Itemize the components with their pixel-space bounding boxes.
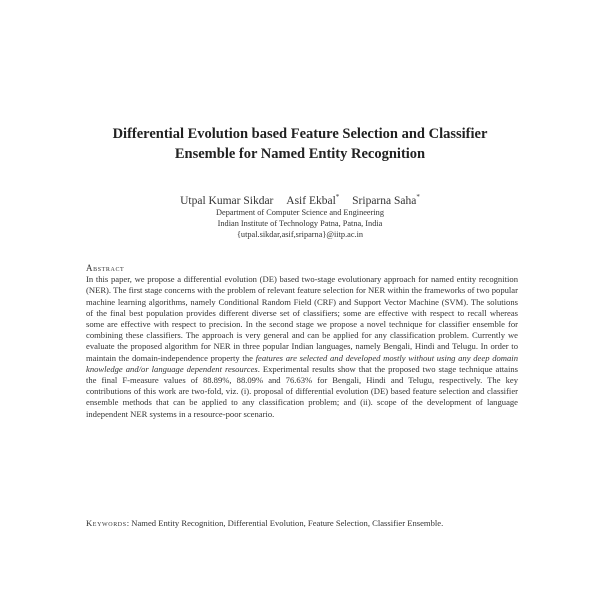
author-name: Asif Ekbal <box>286 194 336 207</box>
author-list <box>60 190 540 208</box>
paper-title-line: Differential Evolution based Feature Selection and Classifier <box>112 126 488 142</box>
abstract-text: In this paper, we propose a differential evolution (DE) based two-stage evolutionary approach for named entity recognition (NER). The first stage concerns with the problem of relevant feature selection for NER within the frameworks of two popular machine learning algorithms, namely Conditional Random Field (CRF) and Support Vector Machine (SVM). The solutions of the final best population provides different diverse set of classifiers; some are effective with respect to recall whereas some are effective with respect to precision. In the second stage we propose a novel technique for classifier ensemble for combining these classifiers. The approach is very general and can be applied for any classification problem. Currently we evaluate the proposed algorithm for NER in three popular Indian languages, namely Bengali, Hindi and Telugu. In order to maintain the domain-independence property the <box>86 274 518 363</box>
keywords-separator: : <box>126 518 132 528</box>
abstract-emphasis: features are selected and developed mostly without using any deep domain knowledge and/or language dependent resources <box>86 352 518 374</box>
author <box>352 195 420 207</box>
abstract-body <box>86 274 518 420</box>
author-name: Sriparna Saha <box>352 194 417 207</box>
paper-title <box>60 124 540 164</box>
keywords-text: Named Entity Recognition, Differential Evolution, Feature Selection, Classifier Ensemble. <box>131 518 444 528</box>
abstract-text: . Experimental results show that the proposed two stage technique attains the final F-measure values of 88.89%, 88.09% and 76.63% for Bengali, Hindi and Telugu, respectively. The key contributions of this work are two-fold, viz. (i). proposal of differential evolution (DE) based feature selection and classifier ensemble methods that can be applied to any classification problem; and (ii). scope of the development of language independent NER systems in a resource-poor scenario. <box>86 363 518 419</box>
abstract-section <box>86 263 518 420</box>
author-mark: * <box>335 193 340 201</box>
author <box>180 195 273 207</box>
abstract-heading: Abstract <box>86 263 125 273</box>
author-name: Utpal Kumar Sikdar <box>180 194 274 207</box>
keywords-section <box>86 518 518 529</box>
affiliation-line: Indian Institute of Technology Patna, Patna, India <box>217 219 383 229</box>
affiliation <box>60 207 540 241</box>
affiliation-line: Department of Computer Science and Engineering <box>216 208 384 217</box>
author-emails: {utpal.sikdar,asif,sriparna}@iitp.ac.in <box>236 230 364 240</box>
keywords-heading: Keywords <box>86 518 127 528</box>
author <box>286 195 339 207</box>
author-mark: * <box>416 193 420 201</box>
paper-title-line: Ensemble for Named Entity Recognition <box>174 146 426 162</box>
